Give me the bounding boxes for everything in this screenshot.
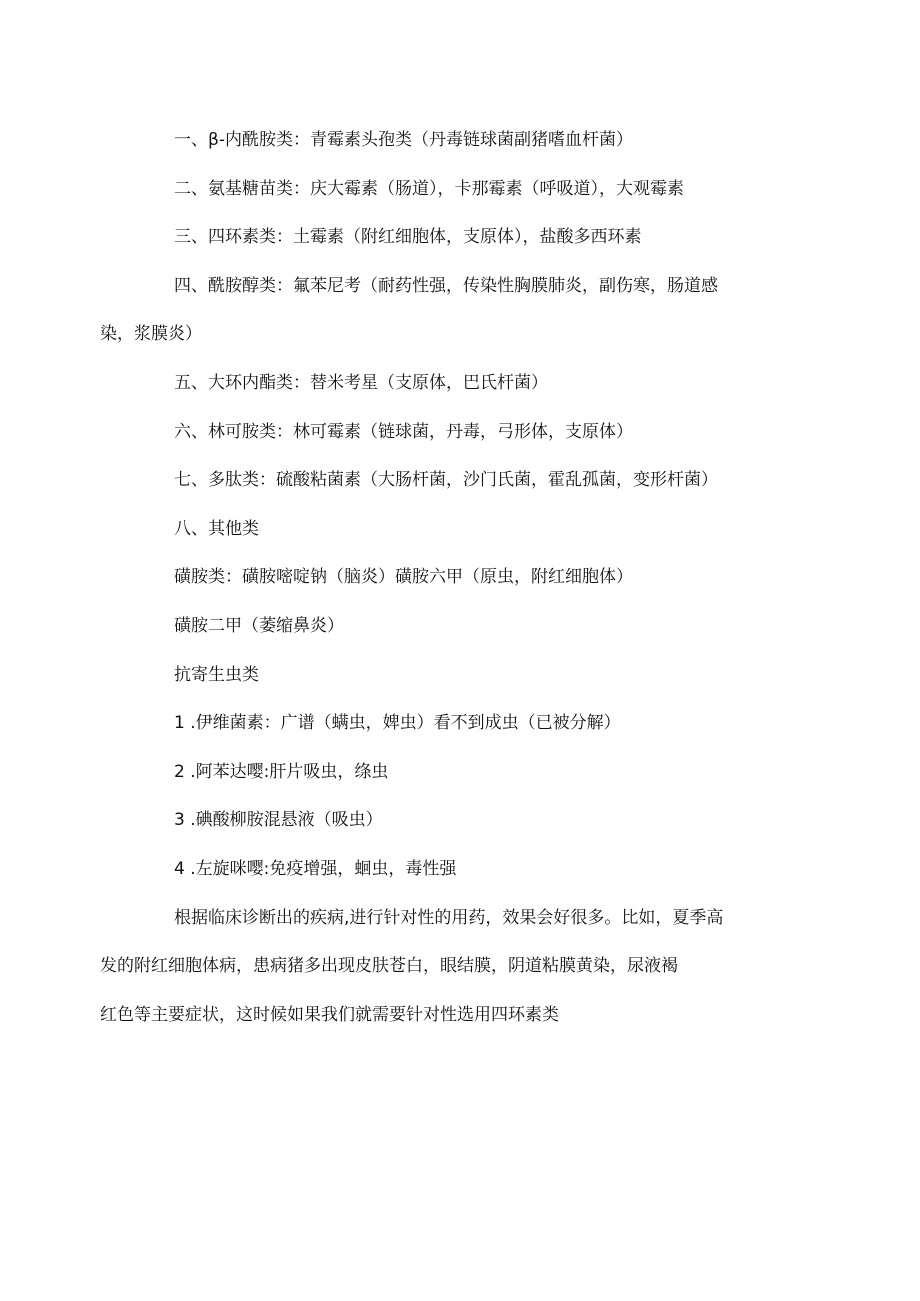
paragraph-polypeptide (137, 456, 783, 505)
list-item-closantel (137, 796, 783, 845)
document-body (100, 116, 783, 1039)
paragraph-line: 根据临床诊断出的疾病,进行针对性的用药，效果会好很多。比如，夏季高 (174, 907, 724, 928)
paragraph-sulfonamide (137, 553, 783, 602)
paragraph-line: 八、其他类 (174, 518, 259, 539)
list-item-levamisole (137, 845, 783, 894)
paragraph-line: 磺胺类：磺胺嘧啶钠（脑炎）磺胺六甲（原虫，附红细胞体） (174, 567, 633, 588)
paragraph-line: 三、四环素类：土霉素（附红细胞体，支原体），盐酸多西环素 (174, 227, 642, 248)
paragraph-other (137, 505, 783, 554)
paragraph-aminoglycoside (137, 165, 783, 214)
list-item-albendazole (137, 748, 783, 797)
paragraph-line: 2 .阿苯达嘤:肝片吸虫，绦虫 (174, 761, 389, 782)
paragraph-sulfadimidine (137, 602, 783, 651)
paragraph-antiparasitic (137, 651, 783, 700)
paragraph-line-continued: 发的附红细胞体病，患病猪多出现皮肤苍白，眼结膜，阴道粘膜黄染，尿液褐 (100, 956, 678, 977)
paragraph-tetracycline (137, 213, 783, 262)
paragraph-line-continued: 红色等主要症状，这时候如果我们就需要针对性选用四环素类 (100, 1004, 559, 1025)
paragraph-line: 磺胺二甲（萎缩鼻炎） (174, 615, 344, 636)
paragraph-line: 4 .左旋咪嘤:免疫增强，蛔虫，毒性强 (174, 858, 457, 879)
list-item-ivermectin (137, 699, 783, 748)
paragraph-line: 五、大环内酯类：替米考星（支原体，巴氏杆菌） (174, 372, 548, 393)
paragraph-line: 3 .碘酸柳胺混悬液（吸虫） (174, 810, 383, 831)
paragraph-line: 1 .伊维菌素：广谱（螨虫，婢虫）看不到成虫（已被分解） (174, 713, 621, 734)
paragraph-line-continued: 染，浆膜炎） (100, 324, 202, 345)
paragraph-line: 抗寄生虫类 (174, 664, 259, 685)
paragraph-line: 六、林可胺类：林可霉素（链球菌，丹毒，弓形体，支原体） (174, 421, 633, 442)
paragraph-line: 七、多肽类：硫酸粘菌素（大肠杆菌，沙门氏菌，霍乱孤菌，变形杆菌） (174, 470, 718, 491)
paragraph-line: 二、氨基糖苗类：庆大霉素（肠道），卡那霉素（呼吸道），大观霉素 (174, 178, 684, 199)
paragraph-line: 四、酰胺醇类：氟苯尼考（耐药性强，传染性胸膜肺炎，副伤寒，肠道感 (174, 275, 718, 296)
paragraph-line: 一、β-内酰胺类：青霉素头孢类（丹毒链球菌副猪嗜血杆菌） (174, 130, 633, 150)
paragraph-lincosamide (137, 408, 783, 457)
paragraph-beta-lactam (137, 116, 783, 165)
paragraph-amphenicol (100, 262, 783, 359)
paragraph-macrolide (137, 359, 783, 408)
paragraph-clinical-note (100, 894, 783, 1040)
